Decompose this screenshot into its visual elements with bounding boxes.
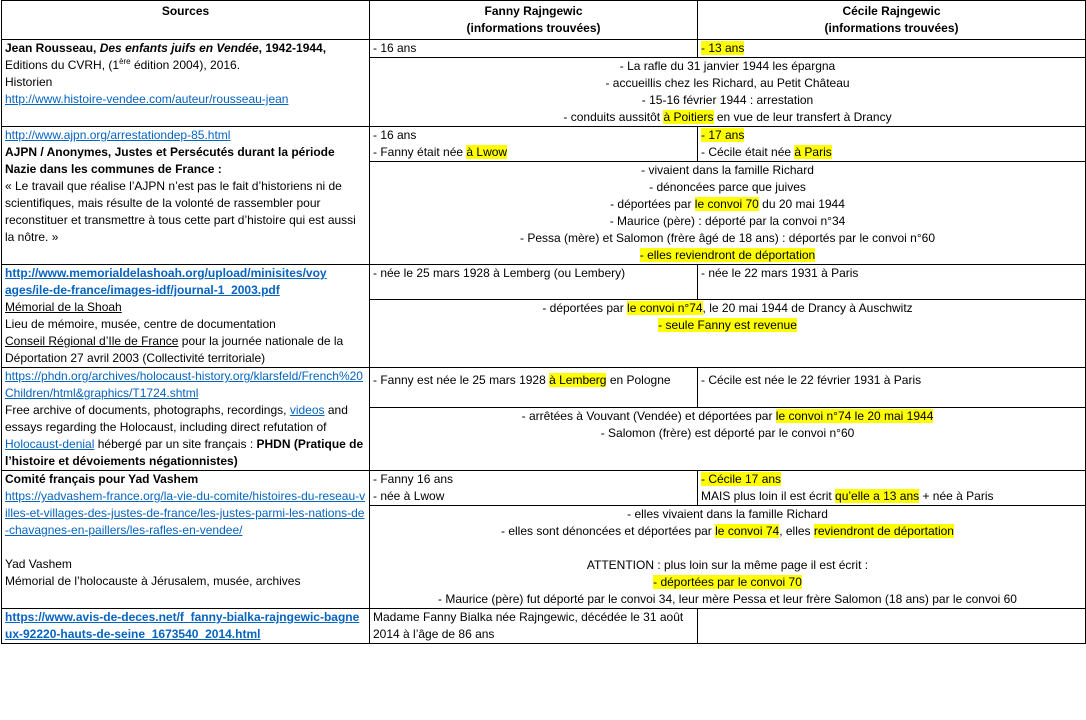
source-5-cell: Comité français pour Yad Vashem https://yadvashem-france.org/la-vie-du-comite/histoires-du-reseau-villes-et-villages-des-justes-de-france/les-justes-parmi-les-nations-de-chavagnes-en-paillers/les-rafles-en-vendee/ Yad Vashem Mémorial de l’holocauste à Jérusalem, musée, archives <box>2 471 370 609</box>
source-5-fanny: - Fanny 16 ans - née à Lwow <box>370 471 698 506</box>
source-4-cell: https://phdn.org/archives/holocaust-history.org/klarsfeld/French%20Children/html&graphics/T1724.shtml Free archive of documents, photographs, recordings, videos and essays regarding the Holocaust, including direct refutation of Holocaust-denial hébergé par un site français : PHDN (Pratique de l’histoire et dévoiements négationnistes) <box>2 368 370 471</box>
sources-table <box>1 0 1086 644</box>
source-1-shared: - La rafle du 31 janvier 1944 les épargna - accueillis chez les Richard, au Petit Château - 15-16 février 1944 : arrestation - conduits aussitôt à Poitiers en vue de leur transfert à Drancy <box>370 58 1086 127</box>
source-3-link[interactable]: http://www.memorialdelashoah.org/upload/minisites/voy ages/ile-de-france/images-idf/journal-1_2003.pdf <box>5 266 327 297</box>
source-5-shared: - elles vivaient dans la famille Richard - elles sont dénoncées et déportées par le convoi 74, elles reviendront de déportation ATTENTION : plus loin sur la même page il est écrit : - déportées par le convoi 70 - Maurice (père) fut déporté par le convoi 34, leur mère Pessa et leur frère Salomon (18 ans) par le convoi 60 <box>370 506 1086 609</box>
header-fanny: Fanny Rajngewic (informations trouvées) <box>370 1 698 40</box>
source-5-link[interactable]: https://yadvashem-france.org/la-vie-du-comite/histoires-du-reseau-villes-et-villages-des-justes-de-france/les-justes-parmi-les-nations-de-chavagnes-en-paillers/les-rafles-en-vendee/ <box>5 489 366 537</box>
source-3-cecile: - née le 22 mars 1931 à Paris <box>698 265 1086 300</box>
source-4-row-a <box>2 368 1086 408</box>
source-2-fanny: - 16 ans - Fanny était née à Lwow <box>370 127 698 162</box>
holocaust-denial-link[interactable]: Holocaust-denial <box>5 437 95 451</box>
source-1-row-a <box>2 40 1086 58</box>
source-6-fanny: Madame Fanny Bialka née Rajngewic, décédée le 31 août 2014 à l’âge de 86 ans <box>370 609 698 644</box>
source-1-cell: Jean Rousseau, Des enfants juifs en Vendée, 1942-1944, Editions du CVRH, (1ère édition 2004), 2016. Historien http://www.histoire-vendee.com/auteur/rousseau-jean <box>2 40 370 127</box>
header-sources: Sources <box>2 1 370 40</box>
videos-link[interactable]: videos <box>289 403 325 417</box>
header-cecile: Cécile Rajngewic (informations trouvées) <box>698 1 1086 40</box>
source-3-row-a <box>2 265 1086 300</box>
source-5-row-a <box>2 471 1086 506</box>
source-1-link[interactable]: http://www.histoire-vendee.com/auteur/rousseau-jean <box>5 92 289 106</box>
source-4-cecile: - Cécile est née le 22 février 1931 à Paris <box>698 368 1086 408</box>
source-3-fanny: - née le 25 mars 1928 à Lemberg (ou Lembery) <box>370 265 698 300</box>
source-3-shared: - déportées par le convoi n°74, le 20 mai 1944 de Drancy à Auschwitz - seule Fanny est revenue <box>370 299 1086 367</box>
source-1-fanny: - 16 ans <box>370 40 698 58</box>
source-6-cecile <box>698 609 1086 644</box>
source-2-shared: - vivaient dans la famille Richard - dénoncées parce que juives - déportées par le convoi 70 du 20 mai 1944 - Maurice (père) : déporté par la convoi n°34 - Pessa (mère) et Salomon (frère âgé de 18 ans) : déportés par le convoi n°60 - elles reviendront de déportation <box>370 162 1086 265</box>
source-4-fanny: - Fanny est née le 25 mars 1928 à Lemberg en Pologne <box>370 368 698 408</box>
source-3-cell: http://www.memorialdelashoah.org/upload/minisites/voy ages/ile-de-france/images-idf/journal-1_2003.pdf Mémorial de la Shoah Lieu de mémoire, musée, centre de documentation Conseil Régional d’Ile de France pour la journée nationale de la Déportation 27 avril 2003 (Collectivité territoriale) <box>2 265 370 368</box>
header-row <box>2 1 1086 40</box>
source-4-shared: - arrêtées à Vouvant (Vendée) et déportées par le convoi n°74 le 20 mai 1944 - Salomon (frère) est déporté par le convoi n°60 <box>370 407 1086 470</box>
source-6-cell <box>2 609 370 644</box>
source-5-cecile: - Cécile 17 ans MAIS plus loin il est écrit qu’elle a 13 ans + née à Paris <box>698 471 1086 506</box>
source-2-link[interactable]: http://www.ajpn.org/arrestationdep-85.html <box>5 128 231 142</box>
source-2-cecile: - 17 ans - Cécile était née à Paris <box>698 127 1086 162</box>
source-2-row-a <box>2 127 1086 162</box>
source-6-link[interactable]: https://www.avis-de-deces.net/f_fanny-bialka-rajngewic-bagneux-92220-hauts-de-seine_1673540_2014.html <box>5 610 360 641</box>
source-1-cecile: - 13 ans <box>698 40 1086 58</box>
source-4-link[interactable]: https://phdn.org/archives/holocaust-history.org/klarsfeld/French%20Children/html&graphics/T1724.shtml <box>5 369 363 400</box>
source-2-cell: http://www.ajpn.org/arrestationdep-85.html AJPN / Anonymes, Justes et Persécutés durant la période Nazie dans les communes de France : « Le travail que réalise l’AJPN n’est pas le fait d’historiens ni de scientifiques, mais résulte de la volonté de rassembler pour reconstituer et transmettre à tous cette part d’histoire qui est aussi la nôtre. » <box>2 127 370 265</box>
source-6-row <box>2 609 1086 644</box>
